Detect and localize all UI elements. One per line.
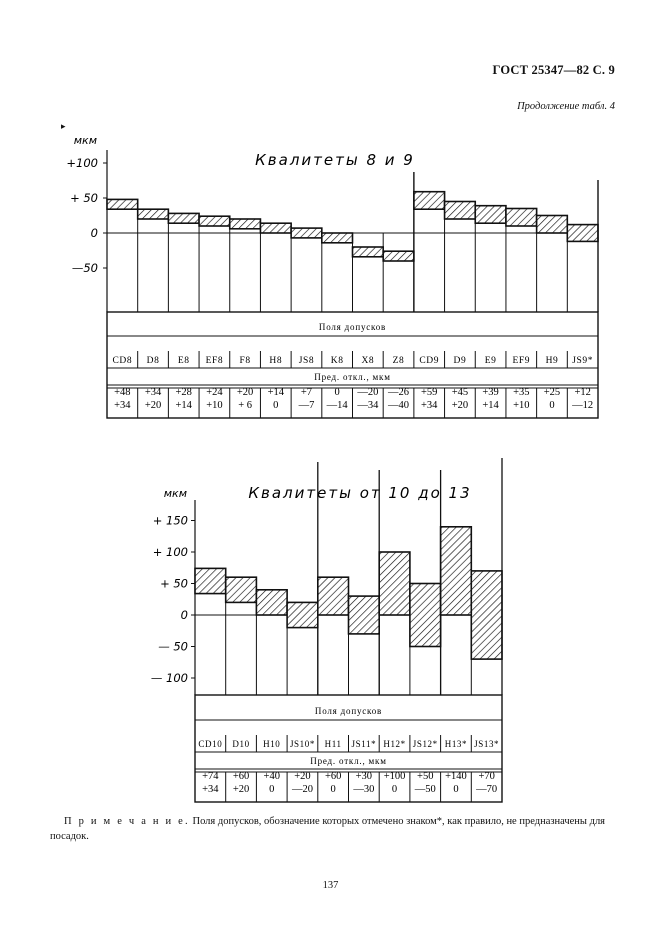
lower-deviation-H12*: 0: [391, 784, 398, 795]
page-number: 137: [322, 880, 339, 891]
chart-title: Квалитеты 8 и 9: [255, 151, 415, 169]
lower-deviation-JS11*: —30: [353, 784, 375, 795]
tolerance-bar-CD8: [107, 199, 138, 209]
category-label-D8: D8: [146, 356, 160, 366]
upper-deviation-H10: +40: [263, 771, 280, 782]
lower-deviation-E9: +14: [482, 400, 499, 411]
upper-deviation-E8: +28: [175, 387, 192, 398]
lower-deviation-EF9: +10: [513, 400, 530, 411]
lower-deviation-F8: + 6: [238, 400, 252, 411]
category-label-F8: F8: [239, 356, 251, 366]
upper-deviation-H11: +60: [324, 771, 342, 782]
tolerance-bar-H8: [260, 223, 291, 233]
y-tick-label: — 100: [150, 671, 188, 685]
lower-deviation-D8: +20: [144, 400, 162, 411]
tolerance-bar-E9: [475, 206, 506, 224]
table-header-fields: Поля допусков: [314, 706, 383, 716]
category-label-H9: H9: [545, 356, 559, 366]
chart-title: Квалитеты от 10 до 13: [248, 484, 472, 502]
category-label-H8: H8: [269, 356, 283, 366]
upper-deviation-JS9*: +12: [574, 387, 591, 398]
tolerance-bar-EF8: [199, 216, 230, 226]
category-label-Z8: Z8: [392, 356, 405, 366]
upper-deviation-D9: +45: [451, 387, 469, 398]
tolerance-bar-E8: [168, 213, 199, 223]
lower-deviation-JS12*: —50: [414, 784, 436, 795]
tolerance-bar-JS10*: [287, 602, 318, 627]
tolerance-bar-Z8: [383, 251, 414, 261]
upper-deviation-H12*: +100: [383, 771, 406, 782]
category-label-H10: H10: [263, 739, 281, 749]
category-label-CD9: CD9: [419, 356, 440, 366]
category-label-JS9*: JS9*: [572, 356, 594, 366]
tolerance-bar-CD10: [195, 568, 226, 593]
upper-deviation-H13*: +140: [445, 771, 467, 782]
y-tick-label: + 150: [152, 513, 188, 528]
upper-deviation-X8: —20: [357, 387, 379, 398]
lower-deviation-D10: +20: [232, 784, 250, 795]
upper-deviation-Z8: —26: [388, 387, 410, 398]
upper-deviation-JS13*: +70: [478, 771, 495, 782]
document-header: ГОСТ 25347—82 С. 9: [492, 63, 615, 77]
category-label-E9: E9: [484, 356, 497, 366]
category-label-JS13*: JS13*: [474, 739, 500, 749]
category-label-H13*: H13*: [444, 739, 468, 749]
lower-deviation-H8: 0: [273, 400, 279, 411]
category-label-D10: D10: [232, 739, 250, 749]
upper-deviation-K8: 0: [334, 387, 340, 398]
upper-deviation-H9: +25: [543, 387, 561, 398]
category-label-EF9: EF9: [512, 356, 531, 366]
tolerance-bar-H9: [537, 216, 568, 234]
y-tick-label: 0: [90, 226, 98, 240]
footnote-lead: П р и м е ч а н и е.: [64, 816, 190, 827]
lower-deviation-CD9: +34: [421, 400, 438, 411]
lower-deviation-JS9*: —12: [572, 400, 594, 411]
tolerance-bar-H13*: [441, 527, 472, 615]
upper-deviation-EF8: +24: [206, 387, 223, 398]
category-label-X8: X8: [361, 356, 375, 366]
category-label-JS12*: JS12*: [412, 739, 438, 749]
lower-deviation-CD10: +34: [202, 784, 219, 795]
footnote-text: Поля допусков, обозначение которых отмечено знаком*, как правило, не предназначены для посадок.: [50, 816, 606, 842]
upper-deviation-D8: +34: [144, 387, 162, 398]
upper-deviation-JS11*: +30: [355, 771, 373, 782]
y-tick-label: + 50: [70, 191, 98, 205]
tolerance-bar-H10: [256, 590, 287, 615]
tolerance-bar-JS8: [291, 228, 322, 238]
tolerance-bar-D8: [138, 209, 169, 219]
upper-deviation-CD10: +74: [202, 771, 219, 782]
tolerance-bar-JS9*: [567, 225, 598, 242]
upper-deviation-EF9: +35: [513, 387, 530, 398]
y-tick-label: —50: [71, 261, 98, 275]
tolerance-bar-JS11*: [349, 596, 380, 634]
upper-deviation-H8: +14: [267, 387, 284, 398]
tolerance-bar-JS13*: [471, 571, 502, 659]
lower-deviation-H13*: 0: [453, 784, 459, 795]
lower-deviation-EF8: +10: [206, 400, 223, 411]
lower-deviation-JS10*: —20: [291, 784, 313, 795]
tolerance-bar-CD9: [414, 192, 445, 210]
upper-deviation-F8: +20: [236, 387, 254, 398]
category-label-CD10: CD10: [198, 739, 223, 749]
upper-deviation-CD8: +48: [114, 387, 131, 398]
upper-deviation-E9: +39: [482, 387, 499, 398]
chart-1: [66, 134, 598, 418]
tolerance-bar-H12*: [379, 552, 410, 615]
tolerance-table: [107, 312, 598, 418]
lower-deviation-X8: —34: [357, 400, 379, 411]
tolerance-bar-X8: [353, 247, 384, 257]
margin-mark: ▸: [61, 121, 66, 131]
category-label-H12*: H12*: [383, 739, 406, 749]
y-axis-unit: мкм: [73, 134, 97, 147]
category-label-JS8: JS8: [298, 356, 315, 366]
tolerance-bar-JS12*: [410, 584, 441, 647]
table-header-deviations: Пред. откл., мкм: [314, 372, 391, 382]
tolerance-bar-EF9: [506, 209, 537, 227]
upper-deviation-JS10*: +20: [294, 771, 311, 782]
tolerance-bar-D9: [445, 202, 476, 220]
upper-deviation-JS8: +7: [300, 387, 313, 398]
category-label-K8: K8: [330, 356, 344, 366]
footnote: [50, 814, 616, 844]
y-tick-label: +100: [66, 156, 98, 170]
category-label-CD8: CD8: [112, 356, 133, 366]
y-axis-unit: мкм: [163, 487, 187, 500]
table-header-deviations: Пред. откл., мкм: [310, 756, 387, 766]
tolerance-bar-H11: [318, 577, 349, 615]
category-label-EF8: EF8: [205, 356, 224, 366]
lower-deviation-JS8: —7: [298, 400, 315, 411]
y-tick-label: + 50: [160, 576, 188, 591]
table-continuation-label: Продолжение табл. 4: [517, 101, 615, 112]
category-label-E8: E8: [177, 356, 190, 366]
category-label-D9: D9: [453, 356, 467, 366]
lower-deviation-D9: +20: [451, 400, 469, 411]
lower-deviation-Z8: —40: [388, 400, 410, 411]
chart-2: [151, 458, 502, 802]
y-tick-label: — 50: [158, 639, 188, 654]
category-label-H11: H11: [324, 739, 342, 749]
lower-deviation-H10: 0: [269, 784, 275, 795]
table-header-fields: Поля допусков: [318, 322, 387, 332]
category-label-JS10*: JS10*: [289, 739, 315, 749]
upper-deviation-CD9: +59: [421, 387, 438, 398]
lower-deviation-E8: +14: [175, 400, 192, 411]
tolerance-bar-D10: [226, 577, 257, 602]
lower-deviation-H11: 0: [330, 784, 336, 795]
upper-deviation-JS12*: +50: [417, 771, 434, 782]
lower-deviation-JS13*: —70: [476, 784, 498, 795]
lower-deviation-H9: 0: [549, 400, 555, 411]
lower-deviation-CD8: +34: [114, 400, 131, 411]
y-tick-label: + 100: [152, 545, 188, 559]
tolerance-bar-K8: [322, 233, 353, 243]
y-tick-label: 0: [180, 608, 188, 622]
tolerance-table: [195, 695, 502, 802]
tolerance-bar-F8: [230, 219, 261, 229]
upper-deviation-D10: +60: [232, 771, 250, 782]
category-label-JS11*: JS11*: [351, 739, 377, 749]
lower-deviation-K8: —14: [326, 400, 348, 411]
